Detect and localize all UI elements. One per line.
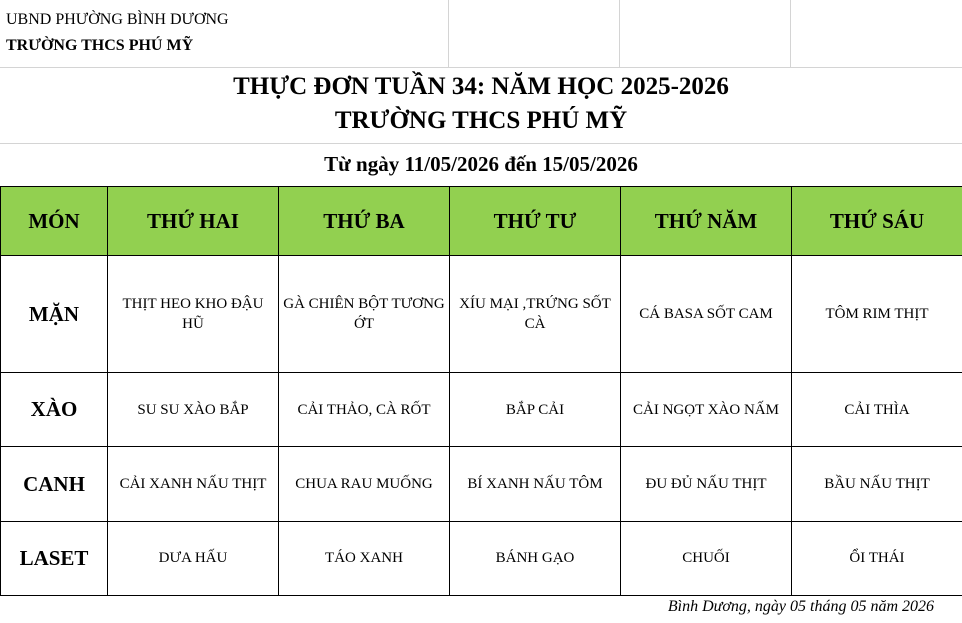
- table-row: [1, 521, 962, 595]
- dish-cell: TÔM RIM THỊT: [792, 256, 962, 373]
- table-row: [1, 447, 962, 521]
- school-name: TRƯỜNG THCS PHÚ MỸ: [6, 37, 194, 54]
- dish-cell: DƯA HẤU: [108, 521, 279, 595]
- dish-cell: CHUA RAU MUỐNG: [279, 447, 450, 521]
- gridline: [619, 0, 620, 67]
- sheet-header-area: [0, 0, 962, 186]
- dish-cell: ĐU ĐỦ NẤU THỊT: [621, 447, 792, 521]
- dish-cell: CHUỐI: [621, 521, 792, 595]
- row-label-man: MẶN: [1, 256, 108, 373]
- column-header-dish-type: MÓN: [1, 187, 108, 256]
- dish-cell: CẢI XANH NẤU THỊT: [108, 447, 279, 521]
- org-name: UBND PHƯỜNG BÌNH DƯƠNG: [6, 11, 229, 28]
- row-label-laset: LASET: [1, 521, 108, 595]
- dish-cell: ỔI THÁI: [792, 521, 962, 595]
- signature-date-line: Bình Dương, ngày 05 tháng 05 năm 2026: [667, 598, 934, 615]
- dish-cell: GÀ CHIÊN BỘT TƯƠNG ỚT: [279, 256, 450, 373]
- dish-cell: BẦU NẤU THỊT: [792, 447, 962, 521]
- dish-cell: XÍU MẠI ,TRỨNG SỐT CÀ: [450, 256, 621, 373]
- dish-cell: BẮP CẢI: [450, 373, 621, 447]
- table-row: [1, 256, 962, 373]
- date-range: Từ ngày 11/05/2026 đến 15/05/2026: [324, 152, 638, 176]
- dish-cell: CẢI NGỌT XÀO NẤM: [621, 373, 792, 447]
- column-header-wednesday: THỨ TƯ: [450, 187, 621, 256]
- table-row: [1, 373, 962, 447]
- row-label-xao: XÀO: [1, 373, 108, 447]
- dish-cell: CẢI THẢO, CÀ RỐT: [279, 373, 450, 447]
- dish-cell: BÍ XANH NẤU TÔM: [450, 447, 621, 521]
- menu-title: THỰC ĐƠN TUẦN 34: NĂM HỌC 2025-2026: [233, 73, 729, 100]
- gridline: [448, 0, 449, 67]
- gridline: [0, 67, 962, 68]
- table-header-row: [1, 187, 962, 256]
- dish-cell: TÁO XANH: [279, 521, 450, 595]
- dish-cell: THỊT HEO KHO ĐẬU HŨ: [108, 256, 279, 373]
- dish-cell: CẢI THÌA: [792, 373, 962, 447]
- column-header-friday: THỨ SÁU: [792, 187, 962, 256]
- menu-subtitle: TRƯỜNG THCS PHÚ MỸ: [334, 107, 628, 134]
- column-header-tuesday: THỨ BA: [279, 187, 450, 256]
- column-header-monday: THỨ HAI: [108, 187, 279, 256]
- gridline: [790, 0, 791, 67]
- dish-cell: CÁ BASA SỐT CAM: [621, 256, 792, 373]
- dish-cell: BÁNH GẠO: [450, 521, 621, 595]
- dish-cell: SU SU XÀO BẮP: [108, 373, 279, 447]
- gridline: [0, 143, 962, 144]
- column-header-thursday: THỨ NĂM: [621, 187, 792, 256]
- weekly-menu-table: [0, 186, 962, 596]
- row-label-canh: CANH: [1, 447, 108, 521]
